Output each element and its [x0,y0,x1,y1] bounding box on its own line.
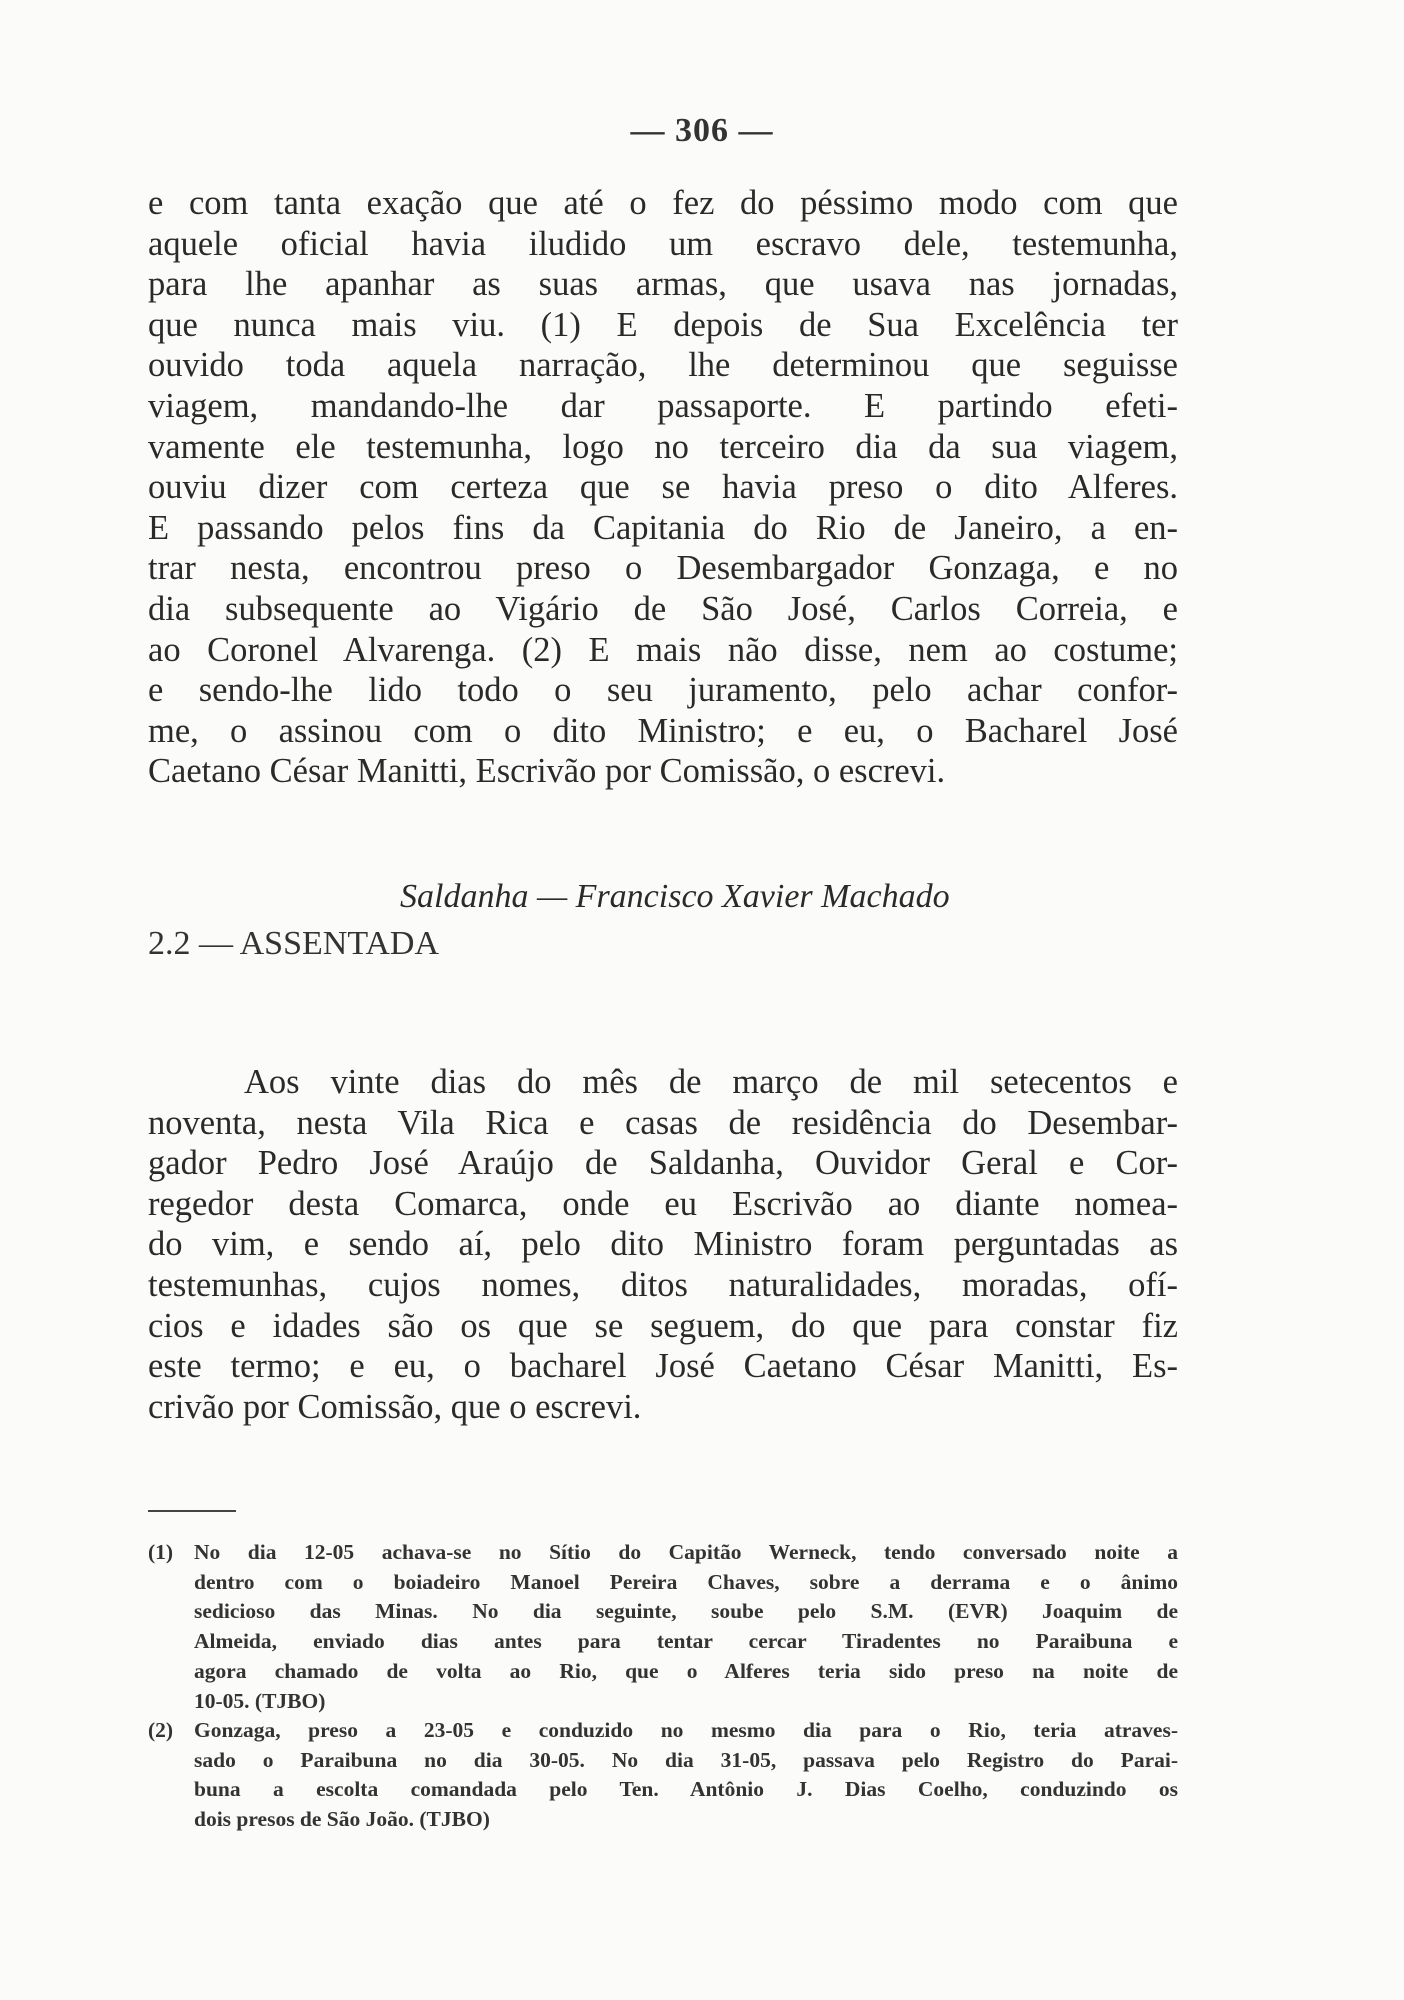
text-line: este termo; e eu, o bacharel José Caetano César Manitti, Es- [148,1347,1178,1386]
text-line: e sendo-lhe lido todo o seu juramento, pelo achar confor- [148,671,1178,710]
text-line: vamente ele testemunha, logo no terceiro dia da sua viagem, [148,427,1178,466]
page-number: — 306 — [630,112,774,149]
footnote-line: agora chamado de volta ao Rio, que o Alferes teria sido preso na noite de [194,1658,1178,1683]
text-line: ouvido toda aquela narração, lhe determinou que seguisse [148,346,1178,385]
section-heading: 2.2 — ASSENTADA [148,925,440,962]
text-line: Aos vinte dias do mês de março de mil setecentos e [244,1063,1178,1101]
text-line: ouviu dizer com certeza que se havia preso o dito Alferes. [148,468,1178,507]
text-line: que nunca mais viu. (1) E depois de Sua Excelência ter [148,305,1178,344]
text-line: dia subsequente ao Vigário de São José, Carlos Correia, e [148,589,1178,628]
footnote-line: dentro com o boiadeiro Manoel Pereira Chaves, sobre a derrama e o ânimo [194,1569,1178,1594]
text-line: trar nesta, encontrou preso o Desembargador Gonzaga, e no [148,549,1178,588]
text-line: do vim, e sendo aí, pelo dito Ministro foram perguntadas as [148,1225,1178,1264]
text-line: viagem, mandando-lhe dar passaporte. E partindo efeti- [148,386,1178,425]
text-line: aquele oficial havia iludido um escravo dele, testemunha, [148,224,1178,263]
footnote-1 [148,1538,1178,1716]
text-line: ao Coronel Alvarenga. (2) E mais não disse, nem ao costume; [148,630,1178,669]
text-line: regedor desta Comarca, onde eu Escrivão ao diante nomea- [148,1184,1178,1223]
text-line: E passando pelos fins da Capitania do Rio de Janeiro, a en- [148,508,1178,547]
footnote-line: sedicioso das Minas. No dia seguinte, soube pelo S.M. (EVR) Joaquim de [194,1599,1178,1624]
footnote-2 [148,1716,1178,1835]
paragraph-testimony [148,183,1178,792]
footnote-divider [148,1510,236,1512]
footnote-marker: (1) [148,1540,174,1564]
text-line: cios e idades são os que se seguem, do que para constar fiz [148,1306,1178,1345]
text-line: e com tanta exação que até o fez do péssimo modo com que [148,184,1178,222]
text-line: testemunhas, cujos nomes, ditos naturalidades, moradas, ofí- [148,1265,1178,1304]
footnote-line: Gonzaga, preso a 23-05 e conduzido no mesmo dia para o Rio, teria atraves- [194,1718,1178,1742]
footnote-marker: (2) [148,1718,174,1742]
footnote-line: dois presos de São João. (TJBO) [194,1807,490,1832]
paragraph-assentada [148,1062,1178,1427]
text-line: crivão por Comissão, que o escrevi. [148,1387,642,1426]
footnote-line: sado o Paraibuna no dia 30-05. No dia 31-05, passava pelo Registro do Parai- [194,1747,1178,1772]
signature-line: Saldanha — Francisco Xavier Machado [400,878,950,915]
footnote-line: No dia 12-05 achava-se no Sítio do Capitão Werneck, tendo conversado noite a [194,1540,1178,1564]
text-line: noventa, nesta Vila Rica e casas de residência do Desembar- [148,1103,1178,1142]
text-line: me, o assinou com o dito Ministro; e eu, o Bacharel José [148,711,1178,750]
footnote-line: 10-05. (TJBO) [194,1688,326,1713]
footnote-line: Almeida, enviado dias antes para tentar cercar Tiradentes no Paraibuna e [194,1629,1178,1654]
text-line: para lhe apanhar as suas armas, que usava nas jornadas, [148,265,1178,304]
text-line: Caetano César Manitti, Escrivão por Comissão, o escrevi. [148,752,946,791]
text-line: gador Pedro José Araújo de Saldanha, Ouvidor Geral e Cor- [148,1144,1178,1183]
footnote-line: buna a escolta comandada pelo Ten. Antônio J. Dias Coelho, conduzindo os [194,1777,1178,1802]
